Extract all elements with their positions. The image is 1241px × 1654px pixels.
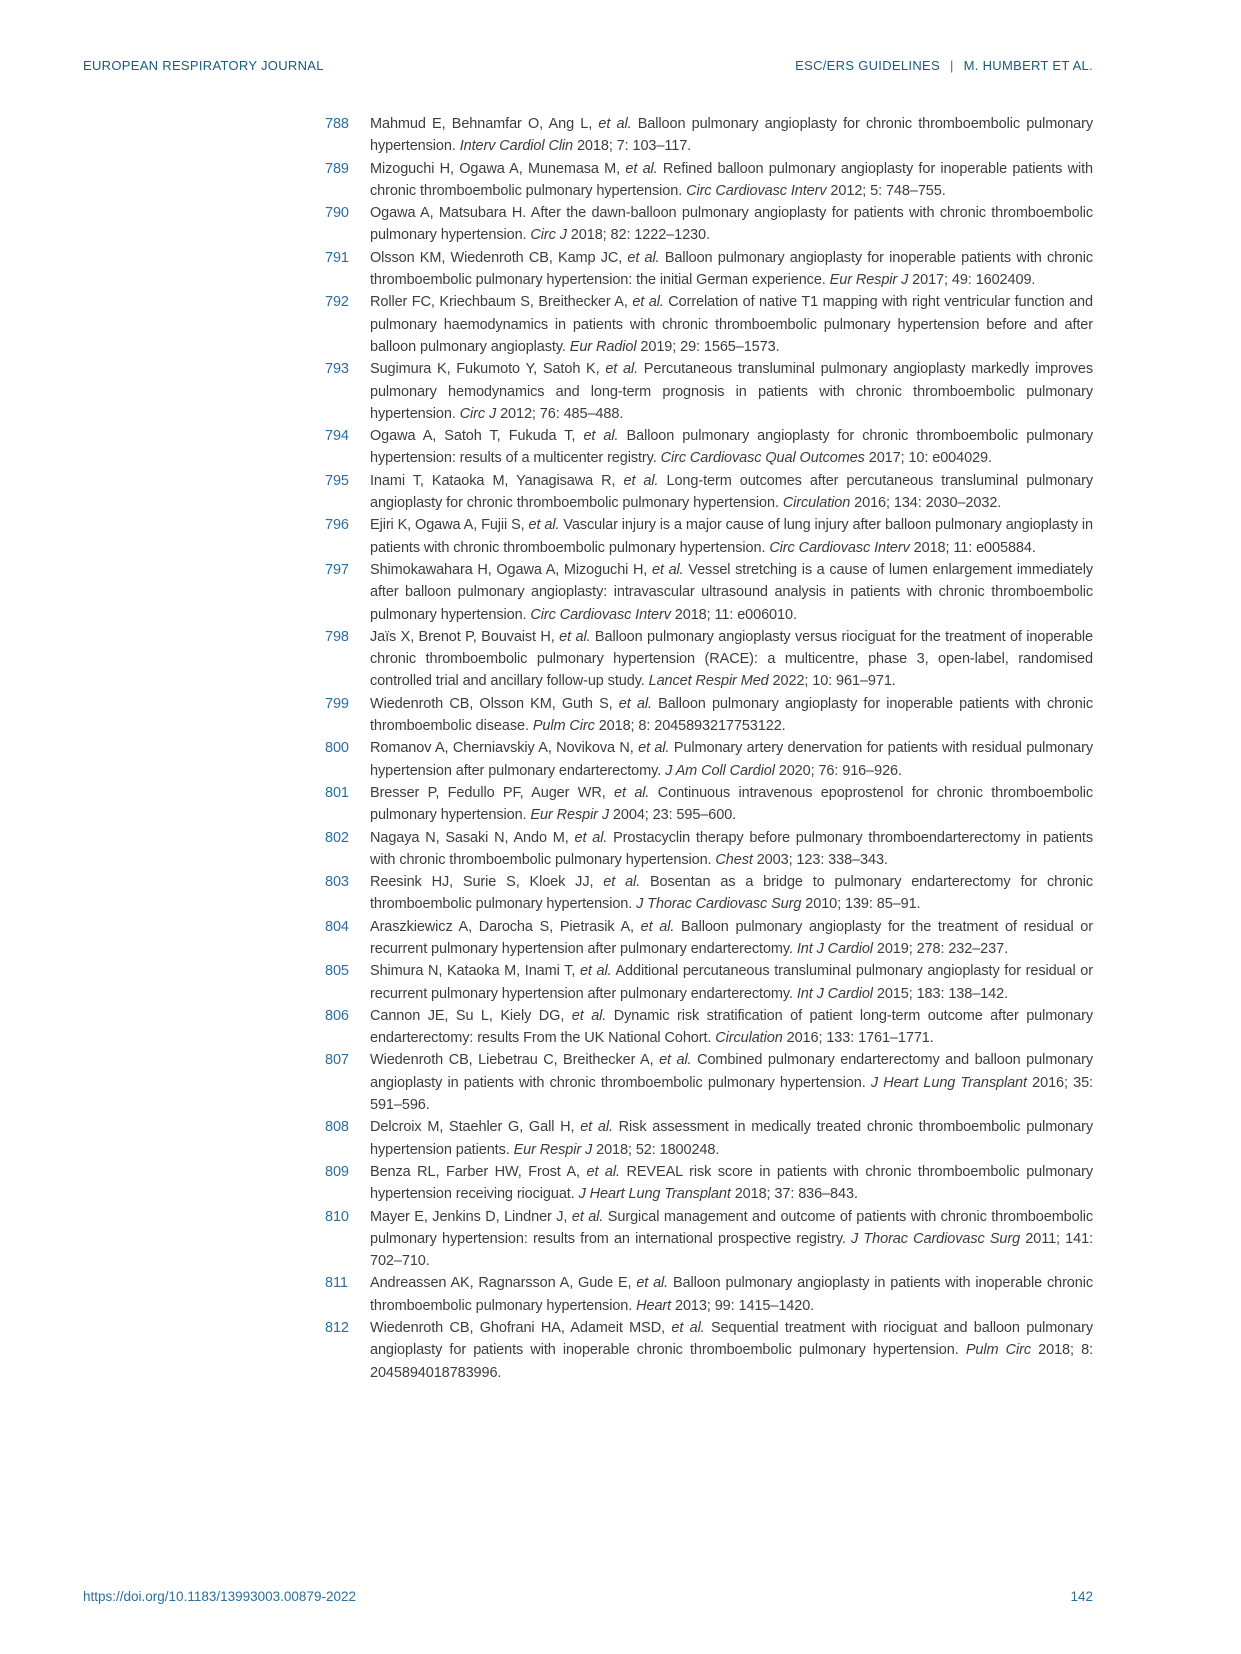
reference-number: 794 — [325, 428, 349, 445]
reference-number: 800 — [325, 740, 349, 757]
page-header — [0, 0, 1241, 73]
reference-text: Shimura N, Kataoka M, Inami T, et al. Additional percutaneous transluminal pulmonary angioplasty for residual or recurrent pulmonary hypertension after pulmonary endarterectomy. Int J Cardiol 2015; 183: 138–142. — [370, 963, 1093, 1002]
reference-item — [325, 960, 1093, 1005]
header-separator: | — [949, 58, 954, 73]
reference-number: 809 — [325, 1163, 349, 1180]
reference-number: 802 — [325, 829, 349, 846]
reference-number: 805 — [325, 963, 349, 980]
reference-item — [325, 559, 1093, 626]
reference-text: Wiedenroth CB, Ghofrani HA, Adameit MSD, et al. Sequential treatment with riociguat and balloon pulmonary angioplasty for patients with inoperable chronic thromboembolic pulmonary hypertension. Pulm Circ 2018; 8: 2045894018783996. — [370, 1320, 1093, 1381]
authors-label: M. HUMBERT ET AL. — [963, 58, 1093, 73]
reference-item — [325, 1206, 1093, 1273]
reference-text: Sugimura K, Fukumoto Y, Satoh K, et al. Percutaneous transluminal pulmonary angioplasty markedly improves pulmonary hemodynamics and long-term prognosis in patients with chronic thromboembolic pulmonary hypertension. Circ J 2012; 76: 485–488. — [370, 361, 1093, 422]
reference-number: 810 — [325, 1208, 349, 1225]
reference-text: Reesink HJ, Surie S, Kloek JJ, et al. Bosentan as a bridge to pulmonary endarterectomy for chronic thromboembolic pulmonary hypertension. J Thorac Cardiovasc Surg 2010; 139: 85–91. — [370, 874, 1093, 913]
reference-item — [325, 871, 1093, 916]
reference-number: 788 — [325, 116, 349, 132]
reference-text: Wiedenroth CB, Liebetrau C, Breithecker A, et al. Combined pulmonary endarterectomy and balloon pulmonary angioplasty in patients with chronic thromboembolic pulmonary hypertension. J Heart Lung Transplant 2016; 35: 591–596. — [370, 1052, 1094, 1114]
reference-text: Delcroix M, Staehler G, Gall H, et al. Risk assessment in medically treated chronic thromboembolic pulmonary hypertension patients. Eur Respir J 2018; 52: 1800248. — [370, 1119, 1093, 1158]
reference-number: 808 — [325, 1119, 349, 1136]
page-number: 142 — [1070, 1589, 1093, 1604]
reference-number: 791 — [325, 249, 349, 266]
reference-number: 804 — [325, 918, 349, 935]
reference-text: Shimokawahara H, Ogawa A, Mizoguchi H, et al. Vessel stretching is a cause of lumen enlargement immediately after balloon pulmonary angioplasty: intravascular ultrasound analysis in patients with chronic thromboembolic pulmonary hypertension. Circ Cardiovasc Interv 2018; 11: e006010. — [370, 561, 1093, 623]
reference-item — [325, 916, 1093, 961]
reference-text: Roller FC, Kriechbaum S, Breithecker A, et al. Correlation of native T1 mapping with right ventricular function and pulmonary haemodynamics in patients with chronic thromboembolic pulmonary hypertension before and after balloon pulmonary angioplasty. Eur Radiol 2019; 29: 1565–1573. — [370, 294, 1093, 355]
reference-text: Romanov A, Cherniavskiy A, Novikova N, et al. Pulmonary artery denervation for patients with residual pulmonary hypertension after pulmonary endarterectomy. J Am Coll Cardiol 2020; 76: 916–926. — [370, 740, 1093, 779]
reference-list — [325, 113, 1093, 1384]
reference-number: 796 — [325, 517, 349, 534]
reference-item — [325, 202, 1093, 247]
reference-text: Mizoguchi H, Ogawa A, Munemasa M, et al. Refined balloon pulmonary angioplasty for inoperable patients with chronic thromboembolic pulmonary hypertension. Circ Cardiovasc Interv 2012; 5: 748–755. — [370, 160, 1094, 199]
journal-name: EUROPEAN RESPIRATORY JOURNAL — [83, 58, 324, 73]
reference-item — [325, 1049, 1093, 1116]
reference-item — [325, 1161, 1093, 1206]
doi-link[interactable]: https://doi.org/10.1183/13993003.00879-2022 — [83, 1589, 356, 1604]
reference-text: Jaïs X, Brenot P, Bouvaist H, et al. Balloon pulmonary angioplasty versus riociguat for the treatment of inoperable chronic thromboembolic pulmonary hypertension (RACE): a multicentre, phase 3, open-label, randomised controlled trial and ancillary follow-up study. Lancet Respir Med 2022; 10: 961–971. — [370, 628, 1093, 690]
reference-item — [325, 782, 1093, 827]
reference-item — [325, 425, 1093, 470]
reference-number: 790 — [325, 205, 349, 222]
reference-number: 807 — [325, 1052, 349, 1069]
reference-text: Olsson KM, Wiedenroth CB, Kamp JC, et al. Balloon pulmonary angioplasty for inoperable patients with chronic thromboembolic pulmonary hypertension: the initial German experience. Eur Respir J 2017; 49: 1602409. — [370, 249, 1093, 289]
reference-item — [325, 827, 1093, 872]
reference-text: Ogawa A, Satoh T, Fukuda T, et al. Balloon pulmonary angioplasty for chronic thromboembolic pulmonary hypertension: results of a multicenter registry. Circ Cardiovasc Qual Outcomes 2017; 10: e004029. — [370, 428, 1093, 467]
reference-item — [325, 626, 1093, 693]
reference-number: 806 — [325, 1007, 349, 1024]
reference-item — [325, 737, 1093, 782]
reference-number: 795 — [325, 472, 349, 489]
reference-item — [325, 247, 1093, 292]
reference-item — [325, 158, 1093, 203]
reference-text: Andreassen AK, Ragnarsson A, Gude E, et al. Balloon pulmonary angioplasty in patients with inoperable chronic thromboembolic pulmonary hypertension. Heart 2013; 99: 1415–1420. — [370, 1275, 1093, 1314]
reference-number: 798 — [325, 628, 349, 645]
reference-item — [325, 1272, 1093, 1317]
reference-item — [325, 358, 1093, 425]
reference-number: 792 — [325, 294, 349, 311]
reference-item — [325, 470, 1093, 515]
reference-text: Ejiri K, Ogawa A, Fujii S, et al. Vascular injury is a major cause of lung injury after balloon pulmonary angioplasty in patients with chronic thromboembolic pulmonary hypertension. Circ Cardiovasc Interv 2018; 11: e005884. — [370, 517, 1093, 556]
reference-item — [325, 113, 1093, 158]
reference-text: Inami T, Kataoka M, Yanagisawa R, et al. Long-term outcomes after percutaneous transluminal pulmonary angioplasty for chronic thromboembolic pulmonary hypertension. Circulation 2016; 134: 2030–2032. — [370, 472, 1093, 512]
reference-text: Araszkiewicz A, Darocha S, Pietrasik A, et al. Balloon pulmonary angioplasty for the treatment of residual or recurrent pulmonary hypertension after pulmonary endarterectomy. Int J Cardiol 2019; 278: 232–237. — [370, 918, 1093, 957]
reference-text: Cannon JE, Su L, Kiely DG, et al. Dynamic risk stratification of patient long-term outcome after pulmonary endarterectomy: results From the UK National Cohort. Circulation 2016; 133: 1761–1771. — [370, 1007, 1094, 1047]
reference-number: 801 — [325, 784, 349, 801]
reference-text: Mahmud E, Behnamfar O, Ang L, et al. Balloon pulmonary angioplasty for chronic thromboembolic pulmonary hypertension. Interv Cardiol Clin 2018; 7: 103–117. — [370, 116, 1094, 155]
reference-item — [325, 1116, 1093, 1161]
reference-number: 799 — [325, 695, 349, 712]
reference-item — [325, 693, 1093, 738]
reference-text: Bresser P, Fedullo PF, Auger WR, et al. Continuous intravenous epoprostenol for chronic thromboembolic pulmonary hypertension. Eur Respir J 2004; 23: 595–600. — [370, 784, 1094, 824]
reference-item — [325, 1005, 1093, 1050]
page-footer — [0, 1589, 1241, 1654]
running-head — [795, 58, 1093, 73]
reference-text: Mayer E, Jenkins D, Lindner J, et al. Surgical management and outcome of patients with chronic thromboembolic pulmonary hypertension: results from an international prospective registry. J Thorac Cardiovasc Surg 2011; 141: 702–710. — [370, 1208, 1094, 1270]
reference-number: 789 — [325, 160, 349, 177]
reference-item — [325, 291, 1093, 358]
reference-item — [325, 514, 1093, 559]
reference-number: 812 — [325, 1320, 349, 1337]
section-label: ESC/ERS GUIDELINES — [795, 58, 940, 73]
reference-number: 797 — [325, 561, 349, 578]
reference-number: 811 — [325, 1275, 348, 1292]
reference-text: Nagaya N, Sasaki N, Ando M, et al. Prostacyclin therapy before pulmonary thromboendarterectomy in patients with chronic thromboembolic pulmonary hypertension. Chest 2003; 123: 338–343. — [370, 829, 1093, 868]
reference-text: Benza RL, Farber HW, Frost A, et al. REVEAL risk score in patients with chronic thromboembolic pulmonary hypertension receiving riociguat. J Heart Lung Transplant 2018; 37: 836–843. — [370, 1163, 1093, 1203]
reference-text: Wiedenroth CB, Olsson KM, Guth S, et al. Balloon pulmonary angioplasty for inoperable patients with chronic thromboembolic disease. Pulm Circ 2018; 8: 2045893217753122. — [370, 695, 1093, 735]
reference-item — [325, 1317, 1093, 1384]
reference-text: Ogawa A, Matsubara H. After the dawn-balloon pulmonary angioplasty for patients with chronic thromboembolic pulmonary hypertension. Circ J 2018; 82: 1222–1230. — [370, 205, 1093, 244]
reference-number: 803 — [325, 874, 349, 891]
reference-number: 793 — [325, 361, 349, 378]
